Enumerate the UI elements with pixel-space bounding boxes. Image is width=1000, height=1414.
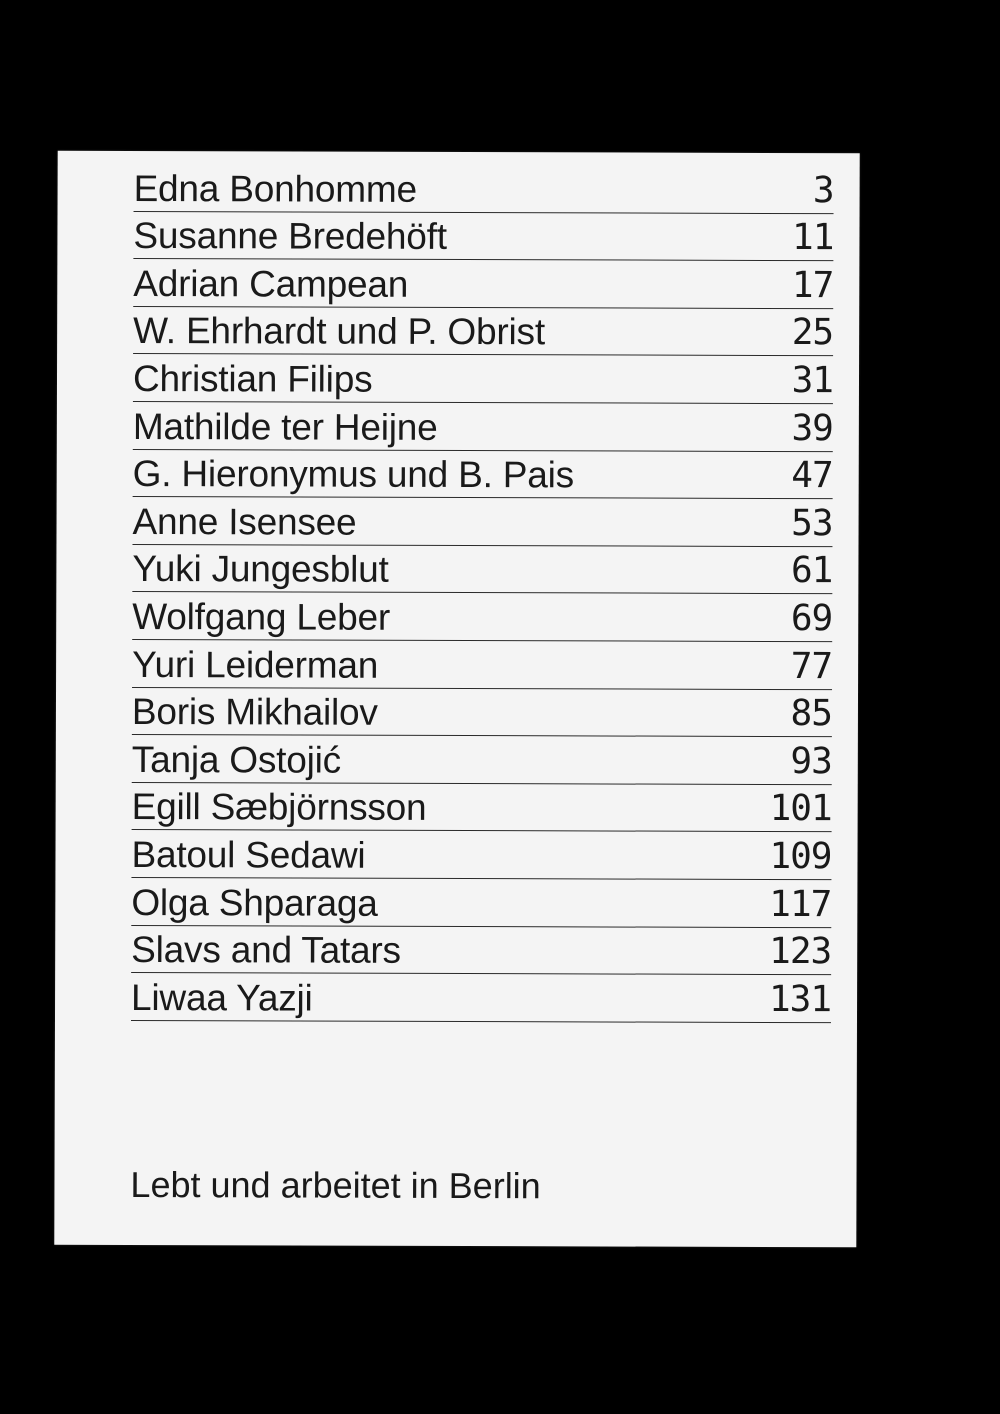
toc-entry-page-number: 77: [790, 645, 833, 687]
toc-entry-page-number: 69: [790, 597, 833, 640]
toc-entry-page-number: 93: [790, 740, 832, 782]
toc-entry-name: Egill Sæbjörnsson: [131, 786, 427, 829]
toc-entry: [131, 830, 831, 880]
toc-entry-page-number: 47: [791, 455, 833, 497]
toc-entry: [133, 402, 833, 452]
toc-entry: [131, 925, 831, 975]
toc-entry-name: Slavs and Tatars: [131, 929, 401, 971]
toc-entry: [133, 259, 833, 309]
toc-entry-name: Edna Bonhomme: [133, 167, 417, 210]
toc-entry: [134, 164, 834, 214]
toc-entry-page-number: 117: [769, 883, 832, 925]
toc-entry-name: Olga Shparaga: [131, 881, 378, 924]
toc-entry-page-number: 39: [791, 407, 833, 449]
toc-entry-page-number: 25: [791, 312, 834, 354]
toc-entry: [132, 545, 832, 595]
toc-entry-name: Tanja Ostojić: [131, 738, 342, 781]
toc-entry: [132, 592, 832, 642]
toc-entry: [133, 307, 833, 357]
toc-entry: [132, 783, 832, 833]
toc-entry-name: Liwaa Yazji: [130, 976, 313, 1019]
toc-entry-name: Mathilde ter Heijne: [132, 405, 438, 448]
toc-entry-name: Batoul Sedawi: [131, 833, 366, 876]
page-footer-text: Lebt und arbeitet in Berlin: [130, 1163, 541, 1207]
toc-entry-name: Anne Isensee: [132, 500, 357, 543]
book-page: [54, 151, 859, 1248]
toc-entry-page-number: 31: [791, 360, 834, 402]
toc-entry-page-number: 123: [769, 931, 832, 973]
toc-entry-name: Adrian Campean: [133, 262, 409, 305]
toc-entry-name: Yuki Jungesblut: [132, 548, 389, 591]
toc-entry-page-number: 3: [812, 169, 834, 211]
toc-entry-name: Christian Filips: [132, 357, 373, 400]
toc-entry-page-number: 109: [769, 835, 832, 878]
toc-entry-page-number: 101: [769, 788, 832, 830]
toc-entry-name: Wolfgang Leber: [132, 595, 391, 638]
toc-entry-page-number: 85: [790, 693, 833, 735]
toc-entry-name: Boris Mikhailov: [131, 691, 378, 733]
toc-entry-page-number: 11: [792, 217, 834, 259]
toc-entry-page-number: 17: [791, 264, 834, 306]
table-of-contents: [131, 164, 834, 1023]
toc-entry-name: Susanne Bredehöft: [133, 215, 447, 258]
toc-entry-page-number: 53: [791, 502, 833, 544]
toc-entry: [131, 878, 831, 928]
toc-entry: [131, 973, 831, 1023]
toc-entry: [132, 640, 832, 690]
toc-entry: [133, 212, 833, 262]
toc-entry: [132, 497, 832, 547]
toc-entry-name: Yuri Leiderman: [132, 643, 379, 686]
toc-entry-page-number: 61: [790, 550, 833, 592]
toc-entry-page-number: 131: [768, 978, 832, 1020]
toc-entry-name: G. Hieronymus und B. Pais: [132, 453, 575, 496]
toc-entry: [133, 354, 833, 404]
toc-entry: [132, 735, 832, 785]
toc-entry: [132, 688, 832, 738]
toc-entry: [133, 450, 833, 500]
toc-entry-name: W. Ehrhardt und P. Obrist: [133, 310, 546, 353]
